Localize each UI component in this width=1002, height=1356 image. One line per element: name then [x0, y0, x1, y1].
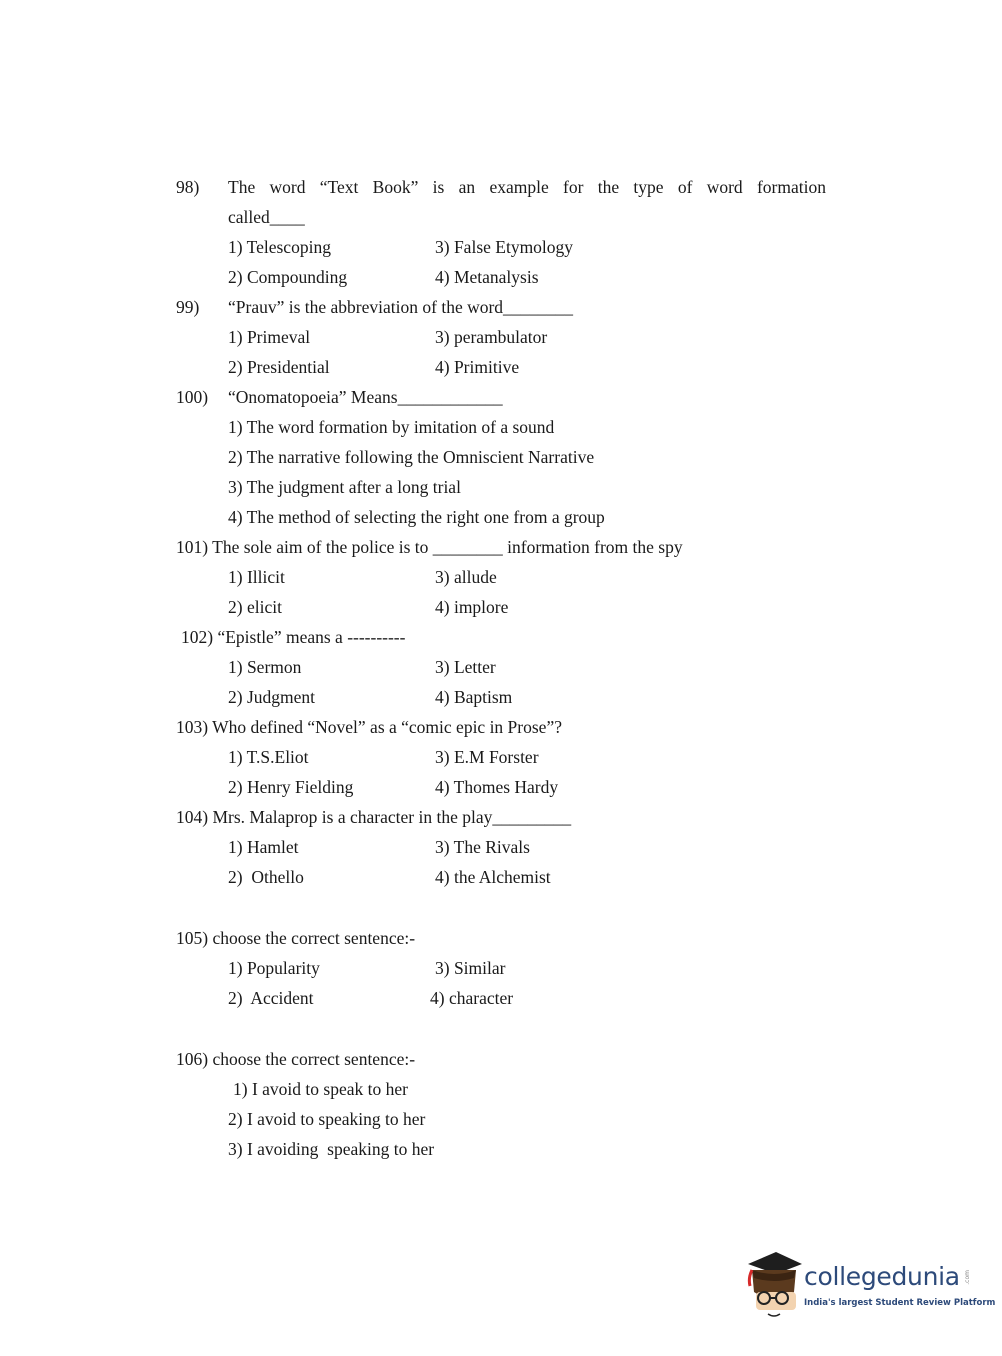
q98-number: 98) — [176, 177, 200, 197]
q106-option-1: 1) I avoid to speak to her — [233, 1079, 408, 1099]
q101-option-1: 1) Illicit — [228, 567, 285, 587]
q99-option-1: 1) Primeval — [228, 327, 311, 347]
q104-option-3: 3) The Rivals — [435, 837, 530, 857]
logo-wordmark: collegedunia — [804, 1262, 960, 1291]
q100-option-2: 2) The narrative following the Omniscient Narrative — [228, 447, 595, 467]
q105-option-3: 3) Similar — [435, 958, 506, 978]
q105-option-4: 4) character — [430, 988, 514, 1008]
q101-text: 101) The sole aim of the police is to ________ information from the spy — [176, 537, 683, 557]
q100-number: 100) — [176, 387, 209, 407]
q102-text: 102) “Epistle” means a ---------- — [181, 627, 406, 647]
logo-com: .com — [964, 1270, 971, 1285]
q105-text: 105) choose the correct sentence:- — [176, 928, 416, 948]
q99-option-4: 4) Primitive — [435, 357, 520, 377]
q102-option-3: 3) Letter — [435, 657, 496, 677]
q104-text: 104) Mrs. Malaprop is a character in the play_________ — [176, 807, 572, 827]
q98-option-2: 2) Compounding — [228, 267, 348, 287]
q102-option-1: 1) Sermon — [228, 657, 302, 677]
q99-option-2: 2) Presidential — [228, 357, 330, 377]
q101-option-3: 3) allude — [435, 567, 497, 587]
q102-option-2: 2) Judgment — [228, 687, 316, 707]
q100-text: “Onomatopoeia” Means____________ — [228, 387, 503, 407]
q104-option-4: 4) the Alchemist — [435, 867, 551, 887]
q103-option-3: 3) E.M Forster — [435, 747, 539, 767]
q98-option-3: 3) False Etymology — [435, 237, 574, 257]
q101-option-4: 4) implore — [435, 597, 509, 617]
q101-option-2: 2) elicit — [228, 597, 282, 617]
q99-text: “Prauv” is the abbreviation of the word________ — [228, 297, 574, 317]
q100-option-1: 1) The word formation by imitation of a sound — [228, 417, 555, 437]
q104-option-2: 2) Othello — [228, 867, 304, 887]
q103-option-1: 1) T.S.Eliot — [228, 747, 309, 767]
logo-tagline: India's largest Student Review Platform — [804, 1298, 996, 1308]
q105-option-2: 2) Accident — [228, 988, 314, 1008]
q100-option-3: 3) The judgment after a long trial — [228, 477, 461, 497]
q104-option-1: 1) Hamlet — [228, 837, 299, 857]
collegedunia-logo[interactable] — [742, 1248, 996, 1320]
q102-option-4: 4) Baptism — [435, 687, 513, 707]
q106-text: 106) choose the correct sentence:- — [176, 1049, 416, 1069]
q98-option-1: 1) Telescoping — [228, 237, 331, 257]
q105-option-1: 1) Popularity — [228, 958, 320, 978]
q106-option-3: 3) I avoiding speaking to her — [228, 1139, 435, 1159]
q103-text: 103) Who defined “Novel” as a “comic epic in Prose”? — [176, 717, 562, 737]
q98-option-4: 4) Metanalysis — [435, 267, 539, 287]
q106-option-2: 2) I avoid to speaking to her — [228, 1109, 426, 1129]
q98-stem — [176, 176, 826, 198]
q103-option-2: 2) Henry Fielding — [228, 777, 354, 797]
q99-number: 99) — [176, 297, 200, 317]
mascot-icon — [742, 1248, 804, 1320]
q99-option-3: 3) perambulator — [435, 327, 548, 347]
q100-option-4: 4) The method of selecting the right one from a group — [228, 507, 605, 527]
q98-text-line1: The word “Text Book” is an example for the type of word formation — [228, 177, 826, 197]
q103-option-4: 4) Thomes Hardy — [435, 777, 559, 797]
q98-text-line2: called____ — [228, 207, 305, 227]
